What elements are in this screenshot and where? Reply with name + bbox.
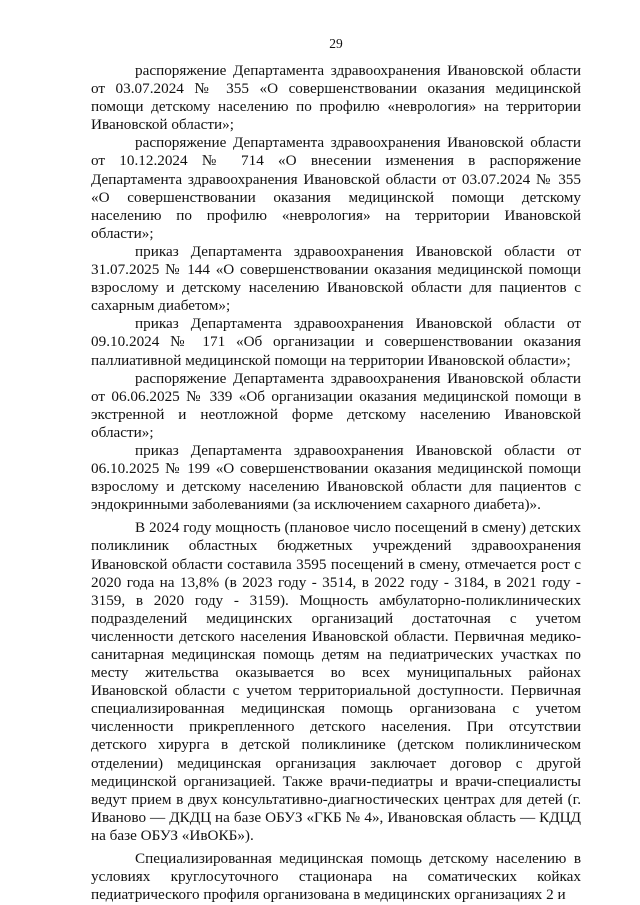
page-number: 29 xyxy=(329,36,343,51)
paragraph-specialized-care: Специализированная медицинская помощь детскому населению в условиях круглосуточного стационара на соматических койках педиатрического профиля организована в медицинских организациях 2 и xyxy=(91,850,581,904)
paragraph-order-199: приказ Департамента здравоохранения Ивановской области от 06.10.2025 № 199 «О совершенствовании оказания медицинской помощи взрослому и детскому населению Ивановской области для пациентов с эндокринными заболеваниями (за исключением сахарного диабета)». xyxy=(91,441,581,514)
paragraph-clinic-capacity: В 2024 году мощность (плановое число посещений в смену) детских поликлиник областных бюджетных учреждений здравоохранения Ивановской области составила 3595 посещений в смену, отмечается рост с 2020 года на 13,8% (в 2023 году - 3514, в 2022 году - 3184, в 2021 году - 3159, в 2020 году - 3159). Мощность амбулаторно-поликлинических подразделений медицинских организаций достаточная с учетом численности детского населения Ивановской области. Первичная медико-санитарная медицинская помощь детям на педиатрических участках по месту жительства оказывается во всех муниципальных районах Ивановской области с учетом территориальной доступности. Первичная специализированная медицинская помощь организована с учетом численности прикрепленного детского населения. При отсутствии детского хирурга в детской поликлинике (детском поликлиническом отделении) медицинская организация заключает договор с другой медицинской организацией. Также врачи-педиатры и врачи-специалисты ведут прием в двух консультативно-диагностических центрах для детей (г. Иваново — ДКДЦ на базе ОБУЗ «ГКБ № 4», Ивановская область — КДЦД на базе ОБУЗ «ИвОКБ»). xyxy=(91,519,581,844)
paragraph-order-144: приказ Департамента здравоохранения Ивановской области от 31.07.2025 № 144 «О совершенствовании оказания медицинской помощи взрослому и детскому населению Ивановской области для пациентов с сахарным диабетом»; xyxy=(91,242,581,315)
paragraph-order-714: распоряжение Департамента здравоохранения Ивановской области от 10.12.2024 № 714 «О внесении изменения в распоряжение Департамента здравоохранения Ивановской области от 03.07.2024 № 355 «О совершенствовании оказания медицинской помощи детскому населению по профилю «неврология» на территории Ивановской области»; xyxy=(91,134,581,242)
paragraph-order-171: приказ Департамента здравоохранения Ивановской области от 09.10.2024 № 171 «Об организации и совершенствовании оказания паллиативной медицинской помощи на территории Ивановской области»; xyxy=(91,315,581,369)
paragraph-order-339: распоряжение Департамента здравоохранения Ивановской области от 06.06.2025 № 339 «Об организации оказания медицинской помощи в экстренной и неотложной форме детскому населению Ивановской области»; xyxy=(91,369,581,441)
paragraph-order-355: распоряжение Департамента здравоохранения Ивановской области от 03.07.2024 № 355 «О совершенствовании оказания медицинской помощи детскому населению по профилю «неврология» на территории Ивановской области»; xyxy=(91,62,581,134)
